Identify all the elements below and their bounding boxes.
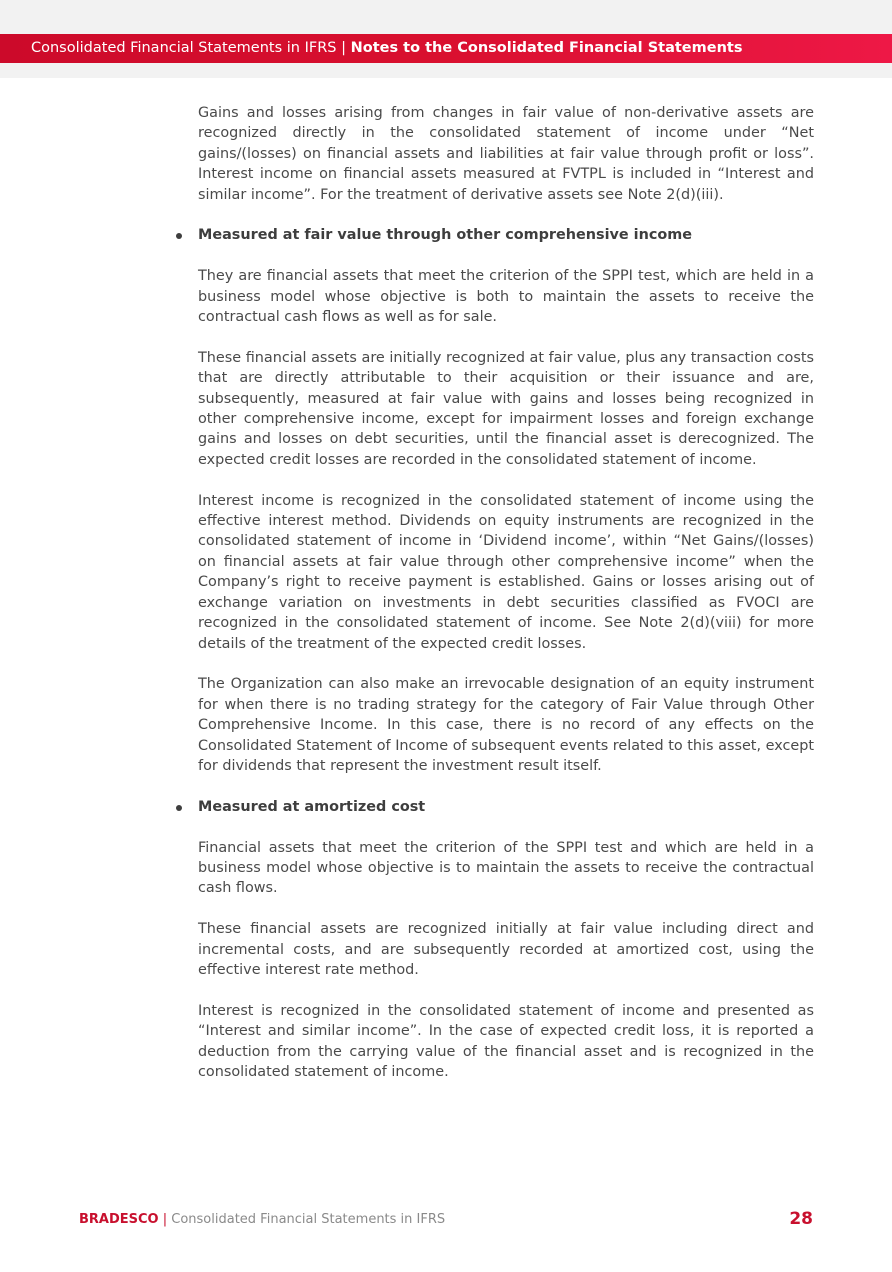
header-separator: |: [336, 40, 351, 56]
footer-separator: |: [158, 1212, 172, 1227]
intro-paragraph: Gains and losses arising from changes in fair value of non-derivative assets are recognized directly in the consolidated statement of income under “Net gains/(losses) on financial assets and liabilities at fair value through profit or loss”. Interest income on financial assets measured at FVTPL is included in “Interest and similar income”. For the treatment of derivative assets see Note 2(d)(iii).: [198, 105, 814, 203]
footer-brand-logo: BRADESCO: [79, 1212, 159, 1227]
header-doc-title: Consolidated Financial Statements in IFRS: [31, 40, 337, 56]
page-header-bar: [0, 34, 892, 63]
paragraph: These financial assets are initially recognized at fair value, plus any transaction costs that are directly attributable to their acquisition or their issuance and are, subsequently, measured at fair value with gains and losses being recognized in other comprehensive income, except for impairment losses and foreign exchange gains and losses on debt securities, until the financial asset is derecognized. The expected credit losses are recorded in the consolidated statement of income.: [198, 349, 814, 468]
paragraph: The Organization can also make an irrevocable designation of an equity instrument for when there is no trading strategy for the category of Fair Value through Other Comprehensive Income. In this case, there is no record of any effects on the Consolidated Statement of Income of subsequent events related to this asset, except for dividends that represent the investment result itself.: [198, 676, 814, 774]
bullet-icon: [176, 805, 182, 811]
section-heading-amortized-cost: [198, 797, 814, 817]
paragraph: These financial assets are recognized initially at fair value including direct and incremental costs, and are subsequently recorded at amortized cost, using the effective interest rate method.: [198, 921, 814, 978]
page-number: 28: [789, 1209, 813, 1229]
section-heading-text: Measured at fair value through other comprehensive income: [198, 227, 693, 244]
page-footer: [79, 1211, 445, 1229]
paragraph: Interest is recognized in the consolidated statement of income and presented as “Interest and similar income”. In the case of expected credit loss, it is reported a deduction from the carrying value of the financial asset and is recognized in the consolidated statement of income.: [198, 1002, 814, 1080]
section-heading-text: Measured at amortized cost: [198, 798, 426, 815]
section-heading-fvoci: [198, 225, 814, 245]
header-section-title: Notes to the Consolidated Financial Statements: [350, 40, 743, 56]
main-content: [198, 103, 814, 1103]
paragraph: Financial assets that meet the criterion of the SPPI test and which are held in a business model whose objective is to maintain the assets to receive the contractual cash flows.: [198, 839, 814, 897]
paragraph: They are financial assets that meet the criterion of the SPPI test, which are held in a business model whose objective is both to maintain the assets to receive the contractual cash flows as well as for sale.: [198, 268, 814, 326]
paragraph: Interest income is recognized in the consolidated statement of income using the effective interest method. Dividends on equity instruments are recognized in the consolidated statement of income in ‘Dividend income’, within “Net Gains/(losses) on financial assets at fair value through other comprehensive income” when the Company’s right to receive payment is established. Gains or losses arising out of exchange variation on investments in debt securities classified as FVOCI are recognized in the consolidated statement of income. See Note 2(d)(viii) for more details of the treatment of the expected credit losses.: [198, 492, 814, 652]
footer-doc-title: Consolidated Financial Statements in IFRS: [171, 1212, 446, 1227]
bullet-icon: [176, 233, 182, 239]
header-title-line: [31, 34, 742, 63]
